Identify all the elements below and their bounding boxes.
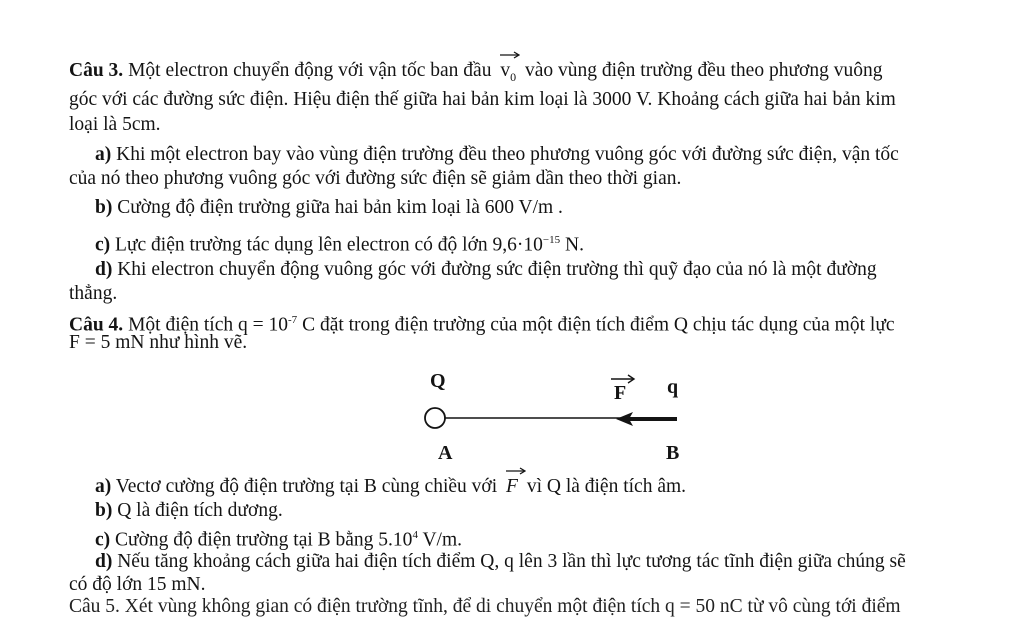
q4-d-line-2: có độ lớn 15 mN. — [69, 574, 206, 595]
q3-line-1 — [69, 60, 882, 88]
q3-text-1b: vào vùng điện trường đều theo phương vuông — [524, 60, 883, 81]
q3-line-2: góc với các đường sức điện. Hiệu điện thế giữa hai bản kim loại là 3000 V. Khoảng cách giữa hai bản kim — [69, 89, 896, 110]
q4-d-label: d) — [95, 551, 113, 572]
v0-vector — [500, 60, 516, 88]
q4-c-line — [95, 524, 462, 552]
q3-text-1a: Một electron chuyển động với vận tốc ban đầu — [128, 60, 492, 81]
q4-text-1a: Một điện tích q = 10 — [128, 314, 289, 336]
q4-a-label: a) — [95, 476, 112, 497]
F-vector — [506, 476, 518, 498]
force-arrowhead-icon — [616, 412, 633, 426]
q3-d-text-1: Khi electron chuyển động vuông góc với đường sức điện trường thì quỹ đạo của nó là một đường — [117, 259, 877, 280]
q3-line-3: loại là 5cm. — [69, 114, 161, 135]
v0-subscript: 0 — [510, 69, 517, 84]
q4-line-2: F = 5 mN như hình vẽ. — [69, 332, 248, 353]
q3-a-line-2: của nó theo phương vuông góc với đường sức điện sẽ giảm dần theo thời gian. — [69, 168, 682, 189]
q3-b-label: b) — [95, 197, 113, 218]
vector-arrow-icon — [506, 467, 526, 475]
q4-b-text: Q là điện tích dương. — [117, 500, 283, 521]
q3-label: Câu 3. — [69, 60, 124, 81]
diagram-F-text: F — [614, 382, 627, 404]
q4-c-text-a: Cường độ điện trường tại B bằng 5.10 — [115, 529, 413, 551]
diagram-label-Q: Q — [430, 370, 446, 392]
v0-symbol: v — [500, 60, 511, 81]
q4-d-text-1: Nếu tăng khoảng cách giữa hai điện tích điểm Q, q lên 3 lần thì lực tương tác tĩnh điện giữa chúng sẽ — [117, 551, 906, 572]
diagram-label-B: B — [666, 442, 680, 464]
q4-b-line — [95, 500, 283, 522]
charge-Q-circle — [425, 408, 445, 428]
q3-c-line — [95, 229, 584, 257]
q5-cut-line: Câu 5. Xét vùng không gian có điện trường tĩnh, để di chuyển một điện tích q = 50 nC từ vô cùng tới điểm — [69, 596, 901, 617]
q4-c-label: c) — [95, 529, 111, 551]
q4-exponent: -7 — [288, 314, 298, 326]
diagram-label-A: A — [438, 442, 453, 464]
q4-a-text-1b: vì Q là điện tích âm. — [526, 476, 687, 497]
q4-a-text-1a: Vectơ cường độ điện trường tại B cùng chiều với — [115, 476, 498, 497]
F-symbol: F — [506, 476, 518, 497]
q3-b-line — [95, 197, 563, 219]
diagram-label-F — [614, 382, 626, 405]
q4-label: Câu 4. — [69, 314, 124, 336]
force-vector-arrow-icon — [610, 374, 636, 384]
q3-a-label: a) — [95, 144, 112, 165]
q3-c-text: Lực điện trường tác dụng lên electron có độ lớn 9,6·10 — [115, 234, 543, 256]
q3-d-label: d) — [95, 259, 113, 280]
q3-b-text: Cường độ điện trường giữa hai bản kim loại là 600 V/m . — [117, 197, 563, 218]
q4-c-exponent: 4 — [412, 529, 418, 541]
diagram-drawing — [415, 398, 705, 438]
q3-c-exponent: −15 — [542, 234, 561, 246]
q3-a-text-1: Khi một electron bay vào vùng điện trường đều theo phương vuông góc với đường sức điện, vận tốc — [116, 144, 899, 165]
diagram-label-q: q — [667, 376, 679, 398]
q4-text-1b: C đặt trong điện trường của một điện tích điểm Q chịu tác dụng của một lực — [297, 314, 895, 336]
q3-c-label: c) — [95, 234, 111, 256]
q4-d-line-1 — [95, 551, 906, 573]
vector-arrow-icon — [500, 51, 520, 59]
q4-c-text-b: V/m. — [417, 529, 463, 551]
q3-d-line-1 — [95, 259, 877, 281]
q3-a-line-1 — [95, 144, 899, 166]
q4-a-line — [95, 476, 686, 498]
q3-c-unit: N. — [560, 234, 584, 256]
q3-d-line-2: thẳng. — [69, 283, 118, 304]
q4-b-label: b) — [95, 500, 113, 521]
